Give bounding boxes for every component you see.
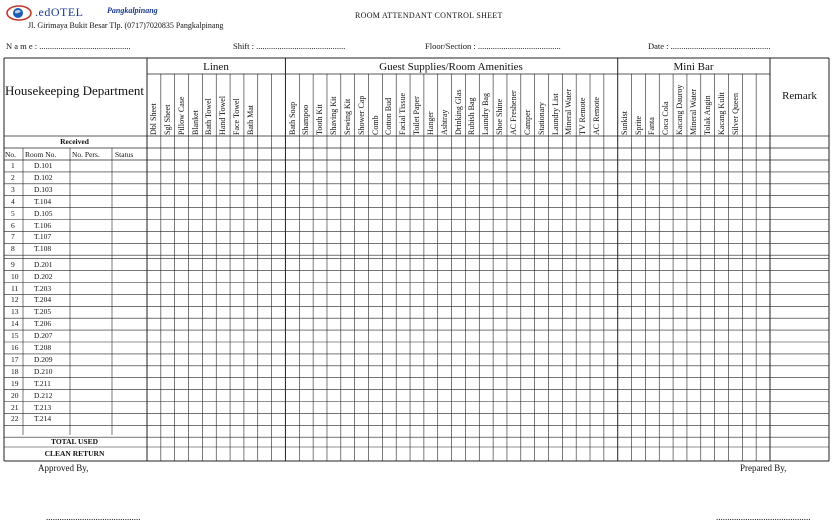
guest-supply-item-label: Laundry List xyxy=(550,93,560,135)
row-number: 14 xyxy=(11,319,19,329)
linen-item-label: Hand Towel xyxy=(218,95,228,135)
mini-bar-item-label: Silver Queen xyxy=(730,93,740,135)
guest-supply-item-label: TV Remote xyxy=(578,97,588,135)
row-number: 5 xyxy=(11,208,15,218)
mini-bar-item-label: Kacang Dauroy xyxy=(675,84,685,135)
linen-item-label: Blanket xyxy=(190,110,200,135)
guest-supply-item-label: Shoe Shine xyxy=(495,98,505,135)
row-number: 22 xyxy=(11,414,19,424)
prepared-by-label: Prepared By, xyxy=(740,463,787,473)
row-number: 1 xyxy=(11,161,15,170)
guest-supply-item-label: Cotton Bud xyxy=(384,97,394,135)
col-no-pers-header: No. Pers. xyxy=(72,150,100,159)
room-number: D.102 xyxy=(34,172,53,182)
guest-supplies-group-header: Guest Supplies/Room Amenities xyxy=(379,61,523,73)
mini-bar-item-label: Sunkist xyxy=(619,110,629,135)
guest-supply-item-label: AC Freshener xyxy=(509,90,519,135)
room-number: T.204 xyxy=(34,295,52,305)
room-number: T.203 xyxy=(34,283,52,293)
floor-section-field[interactable]: Floor/Section : ....................................... xyxy=(425,41,561,51)
guest-supply-item-label: Shower Cap xyxy=(356,95,366,135)
col-no-header: No. xyxy=(5,150,17,159)
document-title: ROOM ATTENDANT CONTROL SHEET xyxy=(355,11,503,20)
row-number: 12 xyxy=(11,295,19,305)
guest-supply-item-label: Rubish Bag xyxy=(467,97,477,135)
row-number: 15 xyxy=(11,331,19,341)
col-status-header: Status xyxy=(115,150,134,159)
guest-supply-item-label: Tooth Kit xyxy=(315,104,325,135)
linen-item-label: Bath Mat xyxy=(245,105,255,135)
mini-bar-item-label: Coca Cola xyxy=(661,101,671,135)
mini-bar-group-header: Mini Bar xyxy=(673,61,714,73)
guest-supply-item-label: Mineral Water xyxy=(564,88,574,135)
row-number: 16 xyxy=(11,343,19,352)
hotel-address: Jl. Girimaya Bukit Besar Tlp. (0717)7020835 Pangkalpinang xyxy=(28,21,224,30)
linen-item-label: Pillow Case xyxy=(176,96,186,135)
shift-field[interactable]: Shift : .......................................... xyxy=(233,41,346,51)
guest-supply-item-label: Hanger xyxy=(425,111,435,135)
guest-supply-item-label: Sewing Kit xyxy=(342,98,352,135)
date-field[interactable]: Date : ............................................... xyxy=(648,41,771,51)
guest-supply-item-label: Toilet Paper xyxy=(412,96,422,135)
linen-item-label: Dbl Sheet xyxy=(149,103,159,135)
guest-supply-item-label: Shampoo xyxy=(301,104,311,135)
room-number: D.210 xyxy=(34,366,53,376)
clean-return-label: CLEAN RETURN xyxy=(44,449,105,458)
row-number: 20 xyxy=(11,390,19,400)
guest-supply-item-label: AC Remote xyxy=(592,97,602,135)
room-number: D.202 xyxy=(34,271,53,281)
room-number: D.101 xyxy=(34,161,53,170)
name-field[interactable]: N a m e : ........................................... xyxy=(6,41,131,51)
approved-signature-line[interactable]: .......................................... xyxy=(46,512,141,522)
department-title: Housekeeping Department xyxy=(5,83,144,98)
guest-supply-item-label: Camper xyxy=(522,109,532,135)
row-number: 3 xyxy=(11,184,15,194)
room-number: T.106 xyxy=(34,220,52,230)
room-number: D.201 xyxy=(34,259,53,269)
guest-supply-item-label: Stationary xyxy=(536,102,546,135)
room-number: T.214 xyxy=(34,414,52,424)
mini-bar-item-label: Mineral Water xyxy=(689,88,698,135)
room-number: D.207 xyxy=(34,331,53,341)
row-number: 13 xyxy=(11,307,19,317)
room-number: D.209 xyxy=(34,354,53,364)
row-number: 7 xyxy=(11,232,15,242)
mini-bar-item-label: Sprite xyxy=(633,115,643,135)
guest-supply-item-label: Comb xyxy=(370,115,380,135)
guest-supply-item-label: Ashtray xyxy=(439,109,449,135)
guest-supply-item-label: Shaving Kit xyxy=(329,96,339,135)
room-number: D.212 xyxy=(34,390,53,400)
room-number: T.108 xyxy=(34,244,52,254)
row-number: 10 xyxy=(11,271,19,281)
guest-supply-item-label: Drinking Glas xyxy=(453,89,463,135)
room-number: T.107 xyxy=(34,232,52,242)
col-room-no-header: Room No. xyxy=(25,150,57,159)
row-number: 9 xyxy=(11,259,15,269)
room-number: D.103 xyxy=(34,184,53,194)
total-used-label: TOTAL USED xyxy=(50,437,99,446)
row-number: 4 xyxy=(11,196,15,206)
room-number: T.213 xyxy=(34,402,52,412)
row-number: 8 xyxy=(11,244,15,254)
logo-brand-text: .edOTEL xyxy=(35,5,84,19)
received-label: Received xyxy=(60,137,89,146)
mini-bar-item-label: Kacang Kulit xyxy=(716,92,726,135)
row-number: 21 xyxy=(11,402,19,412)
logo-city-text: Pangkalpinang xyxy=(107,6,158,15)
linen-item-label: Sgl Sheet xyxy=(162,104,172,135)
row-number: 18 xyxy=(11,366,19,376)
room-number: T.104 xyxy=(34,196,52,206)
linen-item-label: Bath Towel xyxy=(204,98,214,135)
row-number: 11 xyxy=(11,283,19,293)
guest-supply-item-label: Facial Tissue xyxy=(398,92,408,135)
mini-bar-item-label: Tolak Angin xyxy=(702,95,712,135)
room-number: T.205 xyxy=(34,307,52,317)
linen-item-label: Face Towel xyxy=(232,98,242,135)
linen-group-header: Linen xyxy=(203,61,229,73)
row-number: 17 xyxy=(11,354,19,364)
remark-header: Remark xyxy=(782,90,817,102)
row-number: 2 xyxy=(11,172,15,182)
room-number: T.206 xyxy=(34,319,52,329)
prepared-signature-line[interactable]: .......................................... xyxy=(716,512,811,522)
mini-bar-item-label: Fanta xyxy=(647,117,657,135)
row-number: 6 xyxy=(11,220,15,230)
room-number: D.105 xyxy=(34,208,53,218)
approved-by-label: Approved By, xyxy=(38,463,89,473)
room-number: T.211 xyxy=(34,378,51,388)
guest-supply-item-label: Laundry Bag xyxy=(481,93,491,135)
room-number: T.208 xyxy=(34,343,52,352)
row-number: 19 xyxy=(11,378,19,388)
guest-supply-item-label: Bath Soap xyxy=(287,101,297,135)
